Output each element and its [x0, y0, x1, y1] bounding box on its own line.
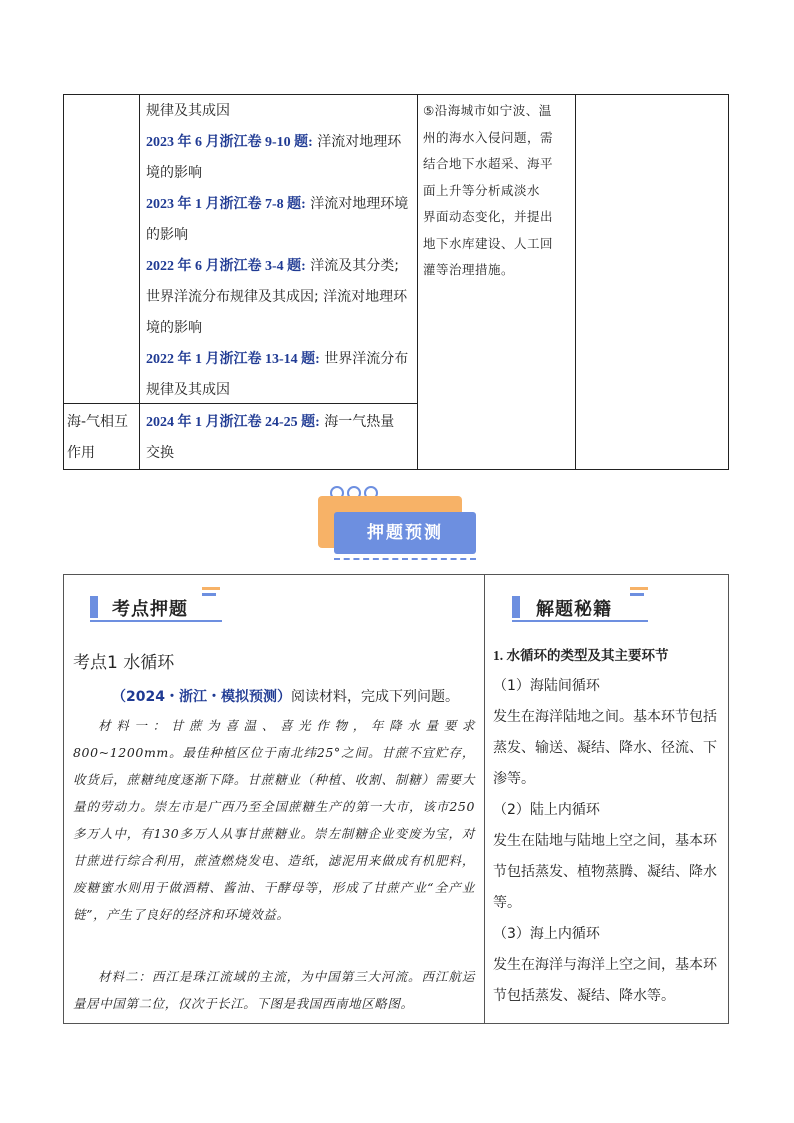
- header-accent: [630, 593, 644, 596]
- table-line: 面上升等分析咸淡水: [423, 182, 541, 198]
- topic-title: 考点1 水循环: [73, 653, 175, 673]
- panel-divider: [484, 574, 485, 1024]
- table-line: 境的影响: [146, 165, 202, 181]
- table-line: 灌等治理措施。: [423, 262, 515, 277]
- tips-subheading: （2）陆上内循环: [493, 802, 600, 818]
- table-line: 交换: [146, 445, 174, 461]
- tips-body: 发生在陆地与陆地上空之间，基本环节包括蒸发、植物蒸腾、凝结、降水等。: [493, 833, 717, 911]
- tips-body: 发生在海洋与海洋上空之间，基本环节包括蒸发、凝结、降水等。: [493, 957, 717, 1004]
- table-line: 结合地下水超采、海平: [423, 156, 554, 171]
- tips-subheading: （3）海上内循环: [493, 926, 600, 942]
- table-line: ⑤沿海城市如宁波、温: [423, 103, 552, 118]
- table-line: 规律及其成因: [146, 382, 230, 398]
- tips-body: 发生在海洋陆地之间。基本环节包括蒸发、输送、凝结、降水、径流、下渗等。: [493, 709, 717, 787]
- table-line: 世界洋流分布规律及其成因; 洋流对地理环: [146, 289, 408, 305]
- table-line: 2023 年 1 月浙江卷 7-8 题: 洋流对地理环境: [146, 196, 409, 212]
- prediction-cell: [423, 98, 573, 284]
- left-panel-header: 考点押题: [112, 599, 188, 620]
- header-bar-icon: [512, 596, 520, 618]
- material-two: 材料二：西江是珠江流域的主流，为中国第三大河流。西江航运量居中国第二位，仅次于长江。下图是我国西南地区略图。: [73, 969, 475, 1011]
- curriculum-table: [63, 94, 729, 470]
- table-line: 作用: [67, 445, 95, 461]
- table-line: 2023 年 6 月浙江卷 9-10 题: 洋流对地理环: [146, 134, 402, 150]
- tips-heading: 1. 水循环的类型及其主要环节: [493, 648, 669, 663]
- right-panel-header: 解题秘籍: [536, 599, 612, 620]
- table-line: 2022 年 1 月浙江卷 13-14 题: 世界洋流分布: [146, 351, 409, 367]
- table-line: 规律及其成因: [146, 103, 230, 119]
- header-accent: [202, 587, 220, 590]
- table-line: 2024 年 1 月浙江卷 24-25 题: 海一气热量: [146, 414, 395, 430]
- tips-content: [493, 640, 725, 1012]
- tips-subheading: （1）海陆间循环: [493, 678, 600, 694]
- header-bar-icon: [90, 596, 98, 618]
- table-line: 海-气相互: [67, 414, 129, 430]
- question-source: （2024・浙江・模拟预测）阅读材料，完成下列问题。: [112, 689, 459, 705]
- header-accent: [202, 593, 216, 596]
- banner-title: 押题预测: [367, 523, 443, 543]
- banner-divider: [334, 558, 476, 560]
- material-one: 材料一：甘蔗为喜温、喜光作物，年降水量要求800~1200mm。最佳种植区位于南北纬25°之间。甘蔗不宜贮存，收货后，蔗糖纯度逐渐下降。甘蔗糖业（种植、收割、制糖）需要大量的劳动力。崇左市是广西乃至全国蔗糖生产的第一大市，该市250多万人中，有130多万人从事甘蔗糖业。崇左制糖企业变废为宝，对甘蔗进行综合利用，蔗渣燃烧发电、造纸，滤泥用来做成有机肥料，废糖蜜水则用于做酒精、酱油、干酵母等，形成了甘蔗产业“全产业链”，产生了良好的经济和环境效益。: [73, 718, 475, 922]
- table-line: 2022 年 6 月浙江卷 3-4 题: 洋流及其分类;: [146, 258, 399, 274]
- table-line: 界面动态变化，并提出: [423, 209, 554, 224]
- header-underline: [90, 620, 222, 622]
- table-line: 地下水库建设、人工回: [423, 235, 554, 251]
- header-accent: [630, 587, 648, 590]
- header-underline: [512, 620, 648, 622]
- exam-history-cell: [146, 96, 414, 406]
- table-line: 州的海水入侵问题，需: [423, 129, 554, 145]
- exam-history-cell-2: [146, 407, 414, 469]
- topic-cell: [67, 407, 137, 469]
- table-line: 境的影响: [146, 320, 202, 336]
- table-line: 的影响: [146, 227, 188, 243]
